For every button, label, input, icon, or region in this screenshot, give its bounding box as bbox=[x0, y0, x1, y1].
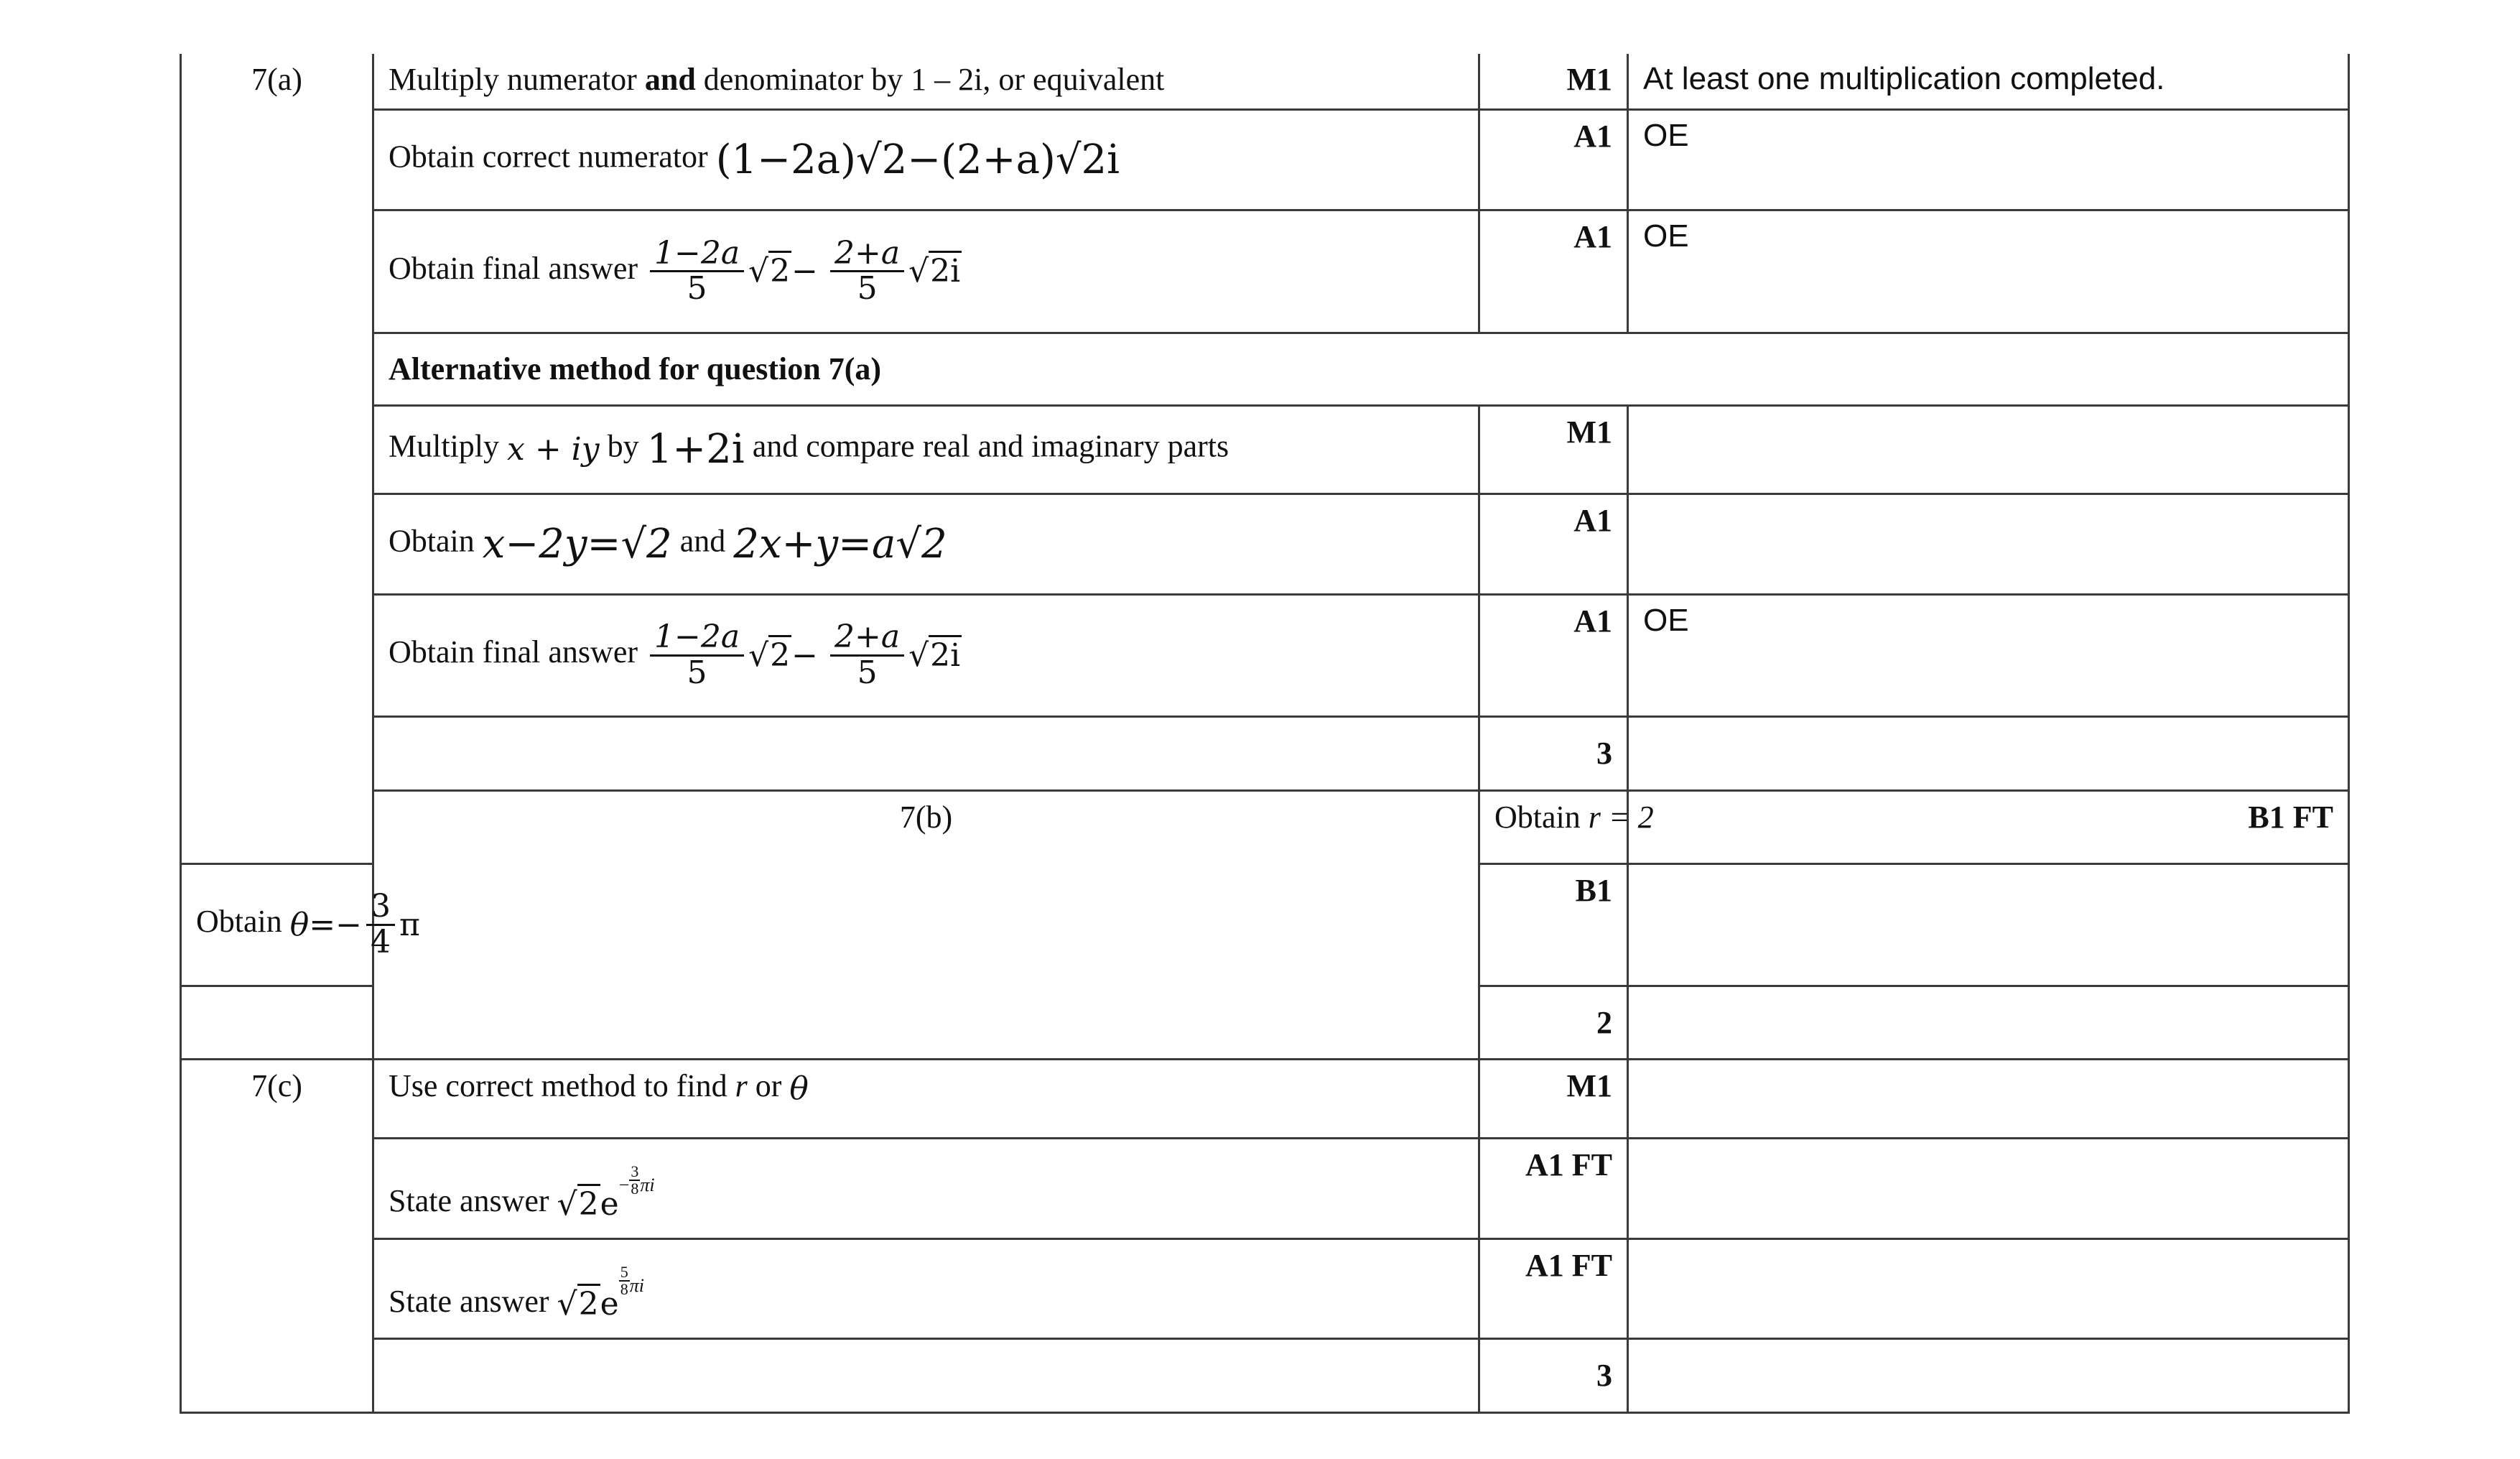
guidance-cell bbox=[1628, 1238, 2349, 1338]
answer-label: and compare real and imaginary parts bbox=[752, 428, 1229, 464]
table-row bbox=[181, 109, 2349, 210]
answer-math: r = 2 bbox=[1588, 799, 1654, 835]
answer-math: x + iy bbox=[507, 431, 600, 468]
answer-math: x−2y=√2 bbox=[482, 520, 672, 568]
sqrt-sign: √ bbox=[748, 253, 769, 290]
r-symbol: r bbox=[735, 1067, 748, 1103]
answer-math: (1−2a)√2−(2+a)√2i bbox=[715, 136, 1120, 183]
answer-bold-word: and bbox=[644, 62, 696, 97]
answer-label: Obtain final answer bbox=[389, 250, 638, 286]
guidance-cell bbox=[1628, 405, 2349, 494]
total-marks: 2 bbox=[1596, 1004, 1612, 1040]
pi-symbol: π bbox=[399, 906, 420, 943]
answer-cell bbox=[373, 109, 1479, 210]
sqrt-radicand: 2 bbox=[577, 1186, 600, 1223]
answer-label: Obtain bbox=[389, 523, 475, 559]
answer-cell bbox=[373, 1138, 1479, 1238]
mark-scheme-table bbox=[180, 54, 2350, 1414]
mark-code: A1 bbox=[1573, 603, 1612, 639]
question-number: 7(c) bbox=[251, 1067, 302, 1103]
question-number: 7(b) bbox=[899, 799, 953, 835]
mark-code: A1 bbox=[1573, 502, 1612, 538]
mark-cell bbox=[1479, 210, 1628, 333]
mark-cell bbox=[1628, 790, 2349, 863]
sqrt-sign: √ bbox=[557, 1185, 577, 1223]
sqrt-radicand: 2 bbox=[768, 253, 791, 290]
answer-label: Obtain bbox=[196, 904, 282, 940]
fraction bbox=[650, 234, 744, 307]
empty-guidance-cell bbox=[1628, 986, 2349, 1059]
mark-cell bbox=[1479, 863, 1628, 986]
mark-cell bbox=[1479, 109, 1628, 210]
exponent-tail: πi bbox=[640, 1175, 655, 1196]
guidance-cell bbox=[1628, 1138, 2349, 1238]
exponent-sign: − bbox=[618, 1175, 630, 1196]
fraction bbox=[830, 621, 904, 689]
answer-label: Use correct method to find bbox=[389, 1067, 727, 1103]
mark-code: A1 bbox=[1573, 218, 1612, 254]
exp-base: e bbox=[600, 1286, 619, 1323]
answer-label: or bbox=[755, 1067, 782, 1103]
mark-code: M1 bbox=[1566, 414, 1612, 450]
mark-cell bbox=[1479, 54, 1628, 109]
answer-cell bbox=[373, 494, 1479, 594]
answer-cell bbox=[373, 405, 1479, 494]
empty-answer-cell bbox=[181, 986, 373, 1059]
sqrt-sign: √ bbox=[748, 636, 769, 674]
sqrt-radicand: 2i bbox=[929, 637, 962, 674]
question-number-cell bbox=[373, 790, 1479, 1059]
guidance-cell bbox=[1628, 54, 2349, 109]
question-number-cell bbox=[181, 54, 373, 863]
guidance-cell bbox=[1628, 494, 2349, 594]
sqrt-sign: √ bbox=[557, 1286, 577, 1323]
fraction-numerator: 1−2a bbox=[650, 621, 744, 656]
mark-code: B1 FT bbox=[2248, 799, 2333, 835]
table-row bbox=[181, 333, 2349, 405]
exponent-tail: πi bbox=[629, 1274, 644, 1296]
sqrt-radicand: 2i bbox=[929, 253, 962, 290]
guidance-cell bbox=[1628, 863, 2349, 986]
sqrt-radicand: 2 bbox=[577, 1286, 600, 1323]
exponent-fraction: $\frac{3}{8}$ bbox=[631, 1162, 639, 1198]
sqrt-sign: √ bbox=[908, 636, 929, 674]
empty-guidance-cell bbox=[1628, 1338, 2349, 1412]
guidance-text: OE bbox=[1643, 218, 1689, 254]
fraction-denominator: 4 bbox=[371, 923, 391, 960]
table-row bbox=[181, 1059, 2349, 1138]
answer-text: Multiply numerator bbox=[389, 62, 645, 97]
fraction bbox=[830, 234, 904, 307]
answer-cell bbox=[1479, 790, 1654, 863]
exp-base: e bbox=[600, 1185, 619, 1223]
mark-code: M1 bbox=[1566, 62, 1612, 97]
theta-symbol: θ bbox=[289, 906, 310, 943]
mark-cell bbox=[1479, 494, 1628, 594]
exponent-fraction: $\frac{5}{8}$ bbox=[620, 1262, 628, 1298]
question-number-cell bbox=[181, 1059, 373, 1412]
guidance-cell bbox=[1628, 594, 2349, 716]
answer-label: by bbox=[607, 428, 639, 464]
total-marks-cell bbox=[1479, 1338, 1628, 1412]
table-row bbox=[181, 210, 2349, 333]
mark-code: A1 bbox=[1573, 118, 1612, 154]
mark-code: A1 FT bbox=[1525, 1247, 1612, 1283]
mark-cell bbox=[1479, 405, 1628, 494]
minus-sign: − bbox=[791, 253, 819, 290]
sqrt-sign: √ bbox=[908, 253, 929, 290]
alt-heading-text: Alternative method for question 7(a) bbox=[389, 351, 881, 386]
table-row bbox=[181, 494, 2349, 594]
exponent bbox=[619, 1164, 655, 1197]
answer-label: Obtain bbox=[1494, 799, 1581, 835]
theta-symbol: θ bbox=[789, 1070, 809, 1107]
answer-cell bbox=[373, 210, 1479, 333]
table-row bbox=[181, 1338, 2349, 1412]
fraction-numerator: 2+a bbox=[830, 621, 904, 656]
answer-label: State answer bbox=[389, 1283, 549, 1319]
answer-cell bbox=[373, 1238, 1479, 1338]
minus-sign: − bbox=[791, 636, 819, 674]
answer-cell bbox=[181, 863, 420, 986]
fraction bbox=[650, 621, 744, 689]
mark-code: M1 bbox=[1566, 1067, 1612, 1103]
sqrt-radicand: 2 bbox=[768, 637, 791, 674]
mark-cell bbox=[1479, 594, 1628, 716]
answer-label: State answer bbox=[389, 1183, 549, 1219]
answer-cell bbox=[373, 594, 1479, 716]
total-marks: 3 bbox=[1596, 1358, 1612, 1393]
total-marks-cell bbox=[1479, 986, 1628, 1059]
alternative-method-heading bbox=[373, 333, 2349, 405]
mark-code: B1 bbox=[1575, 872, 1612, 908]
equals-minus: =− bbox=[309, 906, 362, 943]
answer-cell bbox=[373, 54, 1479, 109]
guidance-cell bbox=[1628, 109, 2349, 210]
answer-label: Multiply bbox=[389, 428, 500, 464]
table-row bbox=[181, 405, 2349, 494]
fraction-numerator: 2+a bbox=[830, 237, 904, 272]
mark-cell bbox=[1479, 1238, 1628, 1338]
answer-label: Obtain final answer bbox=[389, 634, 638, 670]
guidance-text: At least one multiplication completed. bbox=[1643, 61, 2165, 96]
answer-label: and bbox=[679, 523, 726, 559]
mark-cell bbox=[1479, 1138, 1628, 1238]
guidance-cell bbox=[1628, 1059, 2349, 1138]
answer-label: Obtain correct numerator bbox=[389, 139, 708, 175]
mark-code: A1 FT bbox=[1525, 1147, 1612, 1182]
table-row bbox=[181, 54, 2349, 109]
table-row bbox=[181, 594, 2349, 716]
mark-cell bbox=[1479, 1059, 1628, 1138]
answer-cell bbox=[373, 1059, 1479, 1138]
table-row bbox=[181, 716, 2349, 790]
answer-math: 2x+y=a√2 bbox=[733, 520, 947, 568]
question-number: 7(a) bbox=[251, 62, 302, 97]
exponent bbox=[619, 1264, 644, 1297]
fraction-denominator: 5 bbox=[687, 654, 707, 691]
table-row bbox=[181, 790, 2349, 863]
fraction-numerator: 3 bbox=[366, 890, 395, 925]
table-row bbox=[181, 1138, 2349, 1238]
empty-guidance-cell bbox=[1628, 716, 2349, 790]
guidance-text: OE bbox=[1643, 117, 1689, 153]
total-marks-cell bbox=[1479, 716, 1628, 790]
empty-answer-cell bbox=[373, 1338, 1479, 1412]
answer-math: 1+2i bbox=[646, 426, 745, 473]
empty-answer-cell bbox=[373, 716, 1479, 790]
fraction-denominator: 5 bbox=[857, 270, 878, 307]
table-row bbox=[181, 1238, 2349, 1338]
guidance-text: OE bbox=[1643, 602, 1689, 638]
total-marks: 3 bbox=[1596, 736, 1612, 771]
guidance-cell bbox=[1628, 210, 2349, 333]
fraction bbox=[366, 890, 395, 958]
fraction-denominator: 5 bbox=[857, 654, 878, 691]
fraction-denominator: 5 bbox=[687, 270, 707, 307]
answer-text: denominator by 1 – 2i, or equivalent bbox=[695, 62, 1165, 97]
fraction-numerator: 1−2a bbox=[650, 237, 744, 272]
